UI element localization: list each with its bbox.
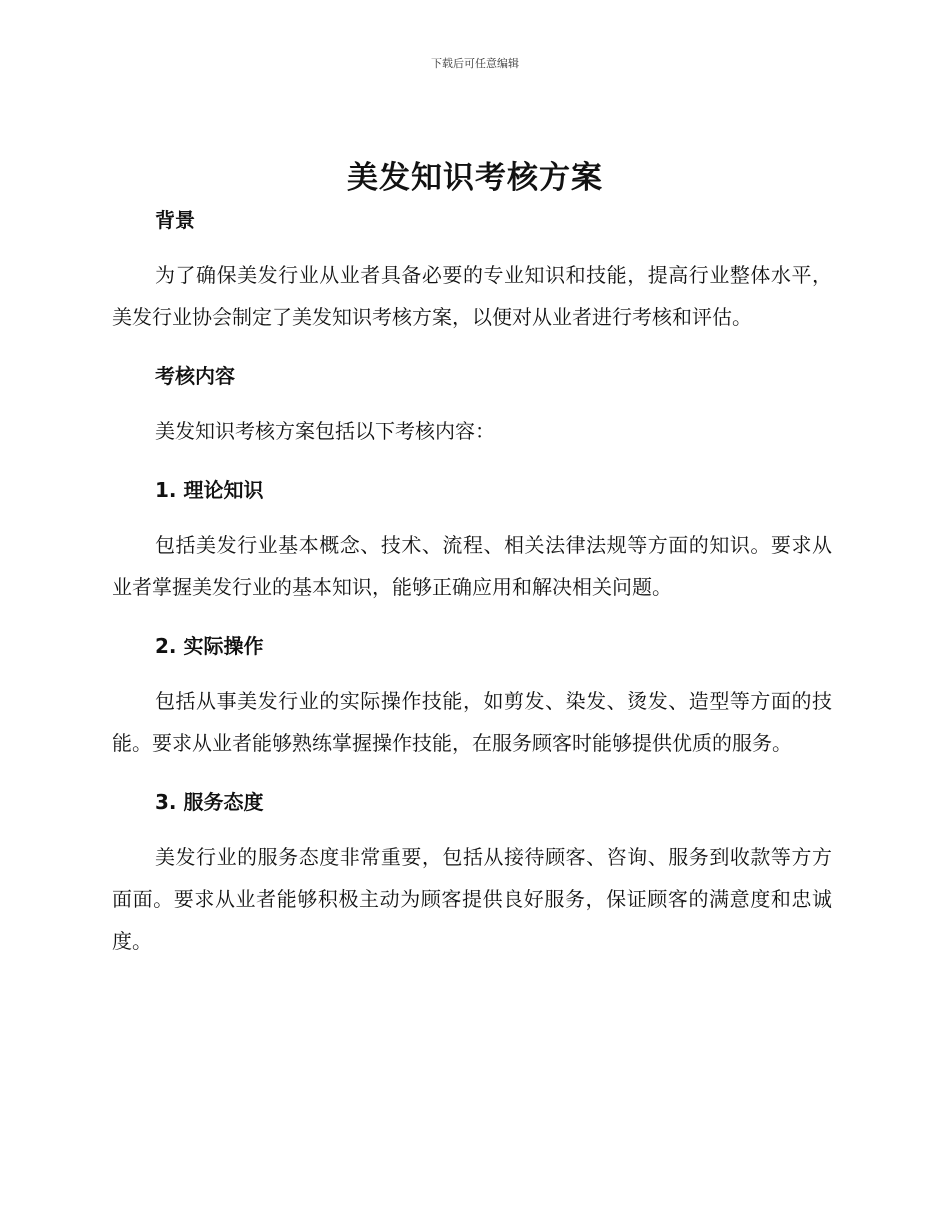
- section-text-theory: 包括美发行业基本概念、技术、流程、相关法律法规等方面的知识。要求从业者掌握美发行业的基本知识，能够正确应用和解决相关问题。: [112, 533, 832, 599]
- header-note: 下载后可任意编辑: [431, 57, 519, 70]
- section-heading-theory: 1. 理论知识: [155, 478, 264, 502]
- section-text-background: 为了确保美发行业从业者具备必要的专业知识和技能，提高行业整体水平，美发行业协会制定了美发知识考核方案，以便对从业者进行考核和评估。: [112, 263, 832, 329]
- section-heading-background: 背景: [155, 208, 195, 232]
- section-heading-practice: 2. 实际操作: [155, 634, 264, 658]
- document-body: [112, 206, 832, 962]
- section-heading-service: 3. 服务态度: [155, 790, 264, 814]
- document-title: 美发知识考核方案: [347, 160, 603, 196]
- section-text-content: 美发知识考核方案包括以下考核内容：: [155, 419, 495, 443]
- section-heading-content: 考核内容: [155, 364, 235, 388]
- section-text-practice: 包括从事美发行业的实际操作技能，如剪发、染发、烫发、造型等方面的技能。要求从业者能够熟练掌握操作技能，在服务顾客时能够提供优质的服务。: [112, 689, 832, 755]
- section-text-service: 美发行业的服务态度非常重要，包括从接待顾客、咨询、服务到收款等方方面面。要求从业者能够积极主动为顾客提供良好服务，保证顾客的满意度和忠诚度。: [112, 845, 832, 953]
